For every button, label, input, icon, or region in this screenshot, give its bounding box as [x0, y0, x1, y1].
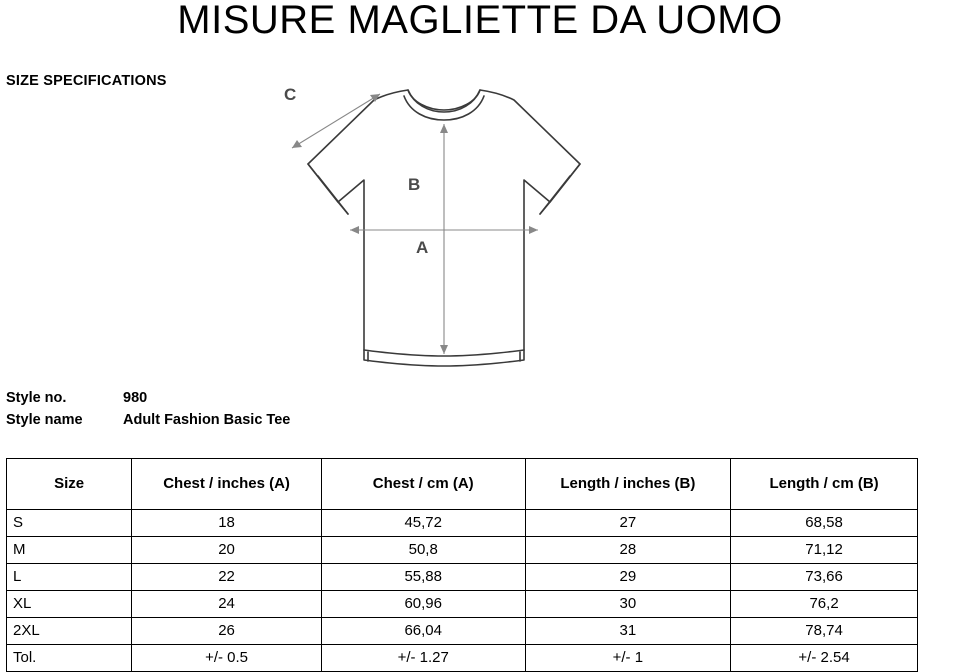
style-no-row	[6, 390, 290, 412]
cell-size: L	[7, 564, 132, 591]
style-no-key: Style no.	[6, 390, 67, 406]
style-info	[6, 390, 290, 434]
measure-b-label: B	[408, 175, 421, 194]
table-row	[7, 564, 918, 591]
size-specifications-label: SIZE SPECIFICATIONS	[6, 73, 167, 89]
cell-length-inches: 28	[525, 537, 731, 564]
cell-length-inches: +/- 1	[525, 645, 731, 672]
header-size: Size	[7, 459, 132, 510]
style-name-value: Adult Fashion Basic Tee	[123, 412, 291, 428]
cell-size: 2XL	[7, 618, 132, 645]
table-row	[7, 537, 918, 564]
size-table	[6, 458, 918, 672]
cell-length-cm: 73,66	[731, 564, 918, 591]
page-title: MISURE MAGLIETTE DA UOMO	[177, 0, 783, 42]
cell-size: XL	[7, 591, 132, 618]
cell-chest-cm: +/- 1.27	[321, 645, 525, 672]
cell-size: M	[7, 537, 132, 564]
cell-length-inches: 31	[525, 618, 731, 645]
style-no-value: 980	[123, 390, 148, 406]
header-chest-inches: Chest / inches (A)	[132, 459, 322, 510]
table-row	[7, 645, 918, 672]
cell-chest-cm: 60,96	[321, 591, 525, 618]
table-row	[7, 618, 918, 645]
cell-length-inches: 30	[525, 591, 731, 618]
style-name-key: Style name	[6, 412, 83, 428]
cell-length-inches: 29	[525, 564, 731, 591]
cell-chest-cm: 45,72	[321, 510, 525, 537]
cell-chest-inches: 26	[132, 618, 322, 645]
cell-length-inches: 27	[525, 510, 731, 537]
cell-chest-inches: 22	[132, 564, 322, 591]
cell-chest-cm: 50,8	[321, 537, 525, 564]
header-length-cm: Length / cm (B)	[731, 459, 918, 510]
cell-chest-cm: 66,04	[321, 618, 525, 645]
cell-length-cm: 71,12	[731, 537, 918, 564]
cell-length-cm: 68,58	[731, 510, 918, 537]
table-row	[7, 591, 918, 618]
cell-size: Tol.	[7, 645, 132, 672]
header-length-inches: Length / inches (B)	[525, 459, 731, 510]
cell-chest-inches: 18	[132, 510, 322, 537]
cell-length-cm: 76,2	[731, 591, 918, 618]
table-header-row	[7, 459, 918, 510]
style-name-row	[6, 412, 290, 434]
table-row	[7, 510, 918, 537]
measure-c-label: C	[284, 85, 297, 104]
cell-length-cm: +/- 2.54	[731, 645, 918, 672]
cell-chest-inches: 20	[132, 537, 322, 564]
cell-length-cm: 78,74	[731, 618, 918, 645]
cell-chest-inches: +/- 0.5	[132, 645, 322, 672]
cell-size: S	[7, 510, 132, 537]
measure-a-label: A	[416, 238, 429, 257]
header-chest-cm: Chest / cm (A)	[321, 459, 525, 510]
tshirt-diagram	[232, 72, 612, 372]
cell-chest-cm: 55,88	[321, 564, 525, 591]
cell-chest-inches: 24	[132, 591, 322, 618]
